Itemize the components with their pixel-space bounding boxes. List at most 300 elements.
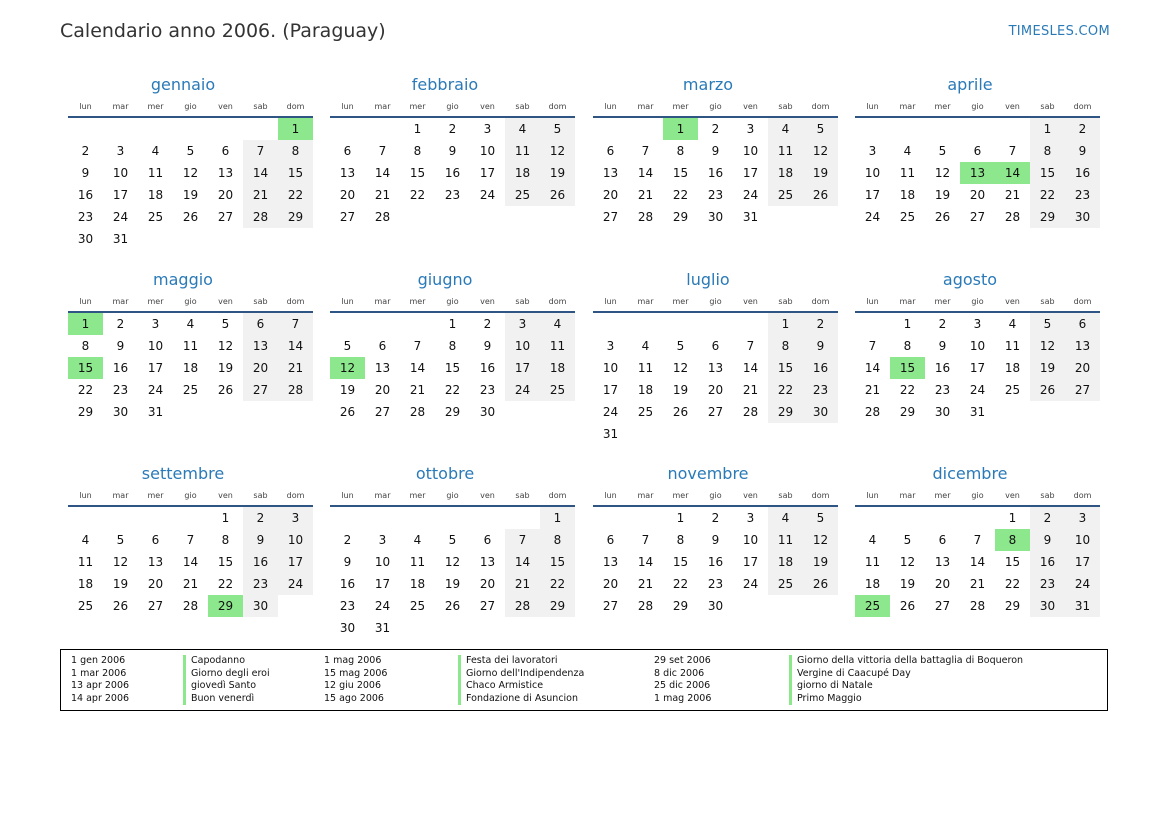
day-cell: 13 [934,555,951,569]
legend-holiday-name: Chaco Armistice [458,680,584,693]
day-cell: 4 [413,533,422,547]
day-cell: 30 [112,405,129,419]
day-cell: 23 [803,379,838,401]
day-cell: 24 [742,577,759,591]
legend-names-column [183,655,270,705]
month-grid [855,292,1093,423]
month-grid [330,292,568,423]
day-cell: 24 [112,210,129,224]
day-cell: 12 [444,555,461,569]
weekday-label: dom [278,97,313,118]
day-cell: 16 [707,166,724,180]
weekday-label: mar [365,97,400,118]
day-cell: 19 [182,188,199,202]
day-cell: 26 [672,405,689,419]
legend-holiday-name: Festa dei lavoratori [458,655,584,668]
day-cell: 3 [505,313,540,335]
day-cell: 18 [1004,361,1021,375]
month-grid [855,486,1093,617]
day-cell: 21 [637,188,654,202]
month-settembre [60,462,306,617]
weekday-label: dom [540,486,575,507]
empty-day-cell [365,118,400,140]
weekday-label: ven [208,292,243,313]
day-cell: 27 [602,210,619,224]
day-cell: 5 [343,339,352,353]
weekday-label: mar [103,97,138,118]
day-cell: 10 [278,529,313,551]
empty-day-cell [925,507,960,529]
day-cell: 6 [938,533,947,547]
day-cell: 27 [147,599,164,613]
day-cell: 28 [1004,210,1021,224]
site-link[interactable]: TIMESLES.COM [1008,24,1110,39]
legend-date: 1 mag 2006 [324,655,382,666]
day-cell: 16 [112,361,129,375]
day-cell: 8 [413,144,422,158]
weekday-label: dom [540,292,575,313]
day-cell: 12 [540,140,575,162]
day-cell: 19 [803,162,838,184]
weekday-label: gio [960,292,995,313]
day-cell: 30 [339,621,356,635]
day-cell: 15 [278,162,313,184]
day-cell: 11 [768,140,803,162]
legend-holiday-name: Giorno degli eroi [183,668,270,681]
empty-day-cell [330,313,365,335]
empty-day-cell [593,313,628,335]
weekday-label: mer [138,97,173,118]
day-cell: 2 [711,122,720,136]
day-cell: 29 [672,210,689,224]
day-cell: 6 [483,533,492,547]
day-cell: 21 [637,577,654,591]
day-cell: 6 [243,313,278,335]
day-cell: 23 [707,188,724,202]
day-cell: 25 [899,210,916,224]
day-cell: 9 [81,166,90,180]
day-cell: 24 [969,383,986,397]
day-cell: 8 [676,144,685,158]
day-cell: 1 [1030,118,1065,140]
legend-date: 15 mag 2006 [324,667,388,679]
day-cell: 14 [742,361,759,375]
weekday-label: dom [1065,486,1100,507]
day-cell: 11 [899,166,916,180]
weekday-label: mer [925,97,960,118]
legend-dates-column [654,655,711,705]
day-cell: 9 [938,339,947,353]
day-cell: 6 [1065,313,1100,335]
day-cell: 28 [637,210,654,224]
weekday-label: lun [855,97,890,118]
day-cell: 18 [637,383,654,397]
day-cell: 7 [413,339,422,353]
day-cell: 6 [973,144,982,158]
day-cell: 14 [409,361,426,375]
day-cell: 20 [602,577,619,591]
weekday-label: gio [173,292,208,313]
legend-holiday-name: giovedì Santo [183,680,270,693]
day-cell: 16 [444,166,461,180]
day-cell: 23 [243,573,278,595]
day-cell: 23 [934,383,951,397]
weekday-label: gio [435,97,470,118]
day-cell: 12 [899,555,916,569]
day-cell: 8 [221,533,230,547]
day-cell: 12 [182,166,199,180]
holiday-day-cell: 12 [330,357,365,379]
month-grid [593,486,831,617]
empty-day-cell [995,118,1030,140]
day-cell: 14 [278,335,313,357]
day-cell: 11 [147,166,164,180]
empty-day-cell [890,118,925,140]
day-cell: 22 [768,379,803,401]
weekday-label: mar [365,292,400,313]
day-cell: 5 [448,533,457,547]
day-cell: 24 [479,188,496,202]
legend-names-column [458,655,584,705]
weekday-label: lun [593,486,628,507]
day-cell: 5 [221,317,230,331]
day-cell: 30 [479,405,496,419]
month-name: giugno [417,270,473,289]
day-cell: 27 [602,599,619,613]
day-cell: 17 [112,188,129,202]
weekday-label: mar [103,486,138,507]
day-cell: 5 [540,118,575,140]
day-cell: 4 [768,118,803,140]
empty-day-cell [855,118,890,140]
day-cell: 29 [1030,206,1065,228]
day-cell: 28 [182,599,199,613]
day-cell: 7 [641,144,650,158]
day-cell: 1 [413,122,422,136]
month-name: agosto [942,270,998,289]
day-cell: 21 [182,577,199,591]
weekday-label: mar [890,97,925,118]
day-cell: 10 [374,555,391,569]
day-cell: 2 [116,317,125,331]
day-cell: 14 [243,162,278,184]
day-cell: 15 [672,555,689,569]
legend-holiday-name: Giorno della vittoria della battaglia di Boqueron [789,655,1023,668]
day-cell: 17 [278,551,313,573]
weekday-label: mar [628,292,663,313]
day-cell: 6 [378,339,387,353]
day-cell: 16 [243,551,278,573]
day-cell: 24 [374,599,391,613]
day-cell: 19 [444,577,461,591]
day-cell: 28 [374,210,391,224]
day-cell: 30 [803,401,838,423]
day-cell: 3 [483,122,492,136]
weekday-label: sab [505,292,540,313]
day-cell: 30 [707,599,724,613]
day-cell: 25 [77,599,94,613]
day-cell: 17 [602,383,619,397]
weekday-label: lun [68,486,103,507]
day-cell: 24 [147,383,164,397]
month-gennaio [60,73,306,250]
day-cell: 1 [448,317,457,331]
day-cell: 30 [77,232,94,246]
day-cell: 14 [374,166,391,180]
day-cell: 14 [182,555,199,569]
day-cell: 26 [540,184,575,206]
empty-day-cell [960,507,995,529]
day-cell: 3 [868,144,877,158]
legend-date: 1 gen 2006 [71,655,126,666]
day-cell: 17 [969,361,986,375]
day-cell: 21 [243,184,278,206]
day-cell: 15 [672,166,689,180]
day-cell: 8 [1030,140,1065,162]
weekday-label: mer [663,97,698,118]
month-grid [68,486,306,617]
month-grid [330,486,568,639]
month-name: maggio [153,270,213,289]
day-cell: 30 [1065,206,1100,228]
day-cell: 27 [969,210,986,224]
day-cell: 12 [934,166,951,180]
day-cell: 10 [147,339,164,353]
empty-day-cell [435,507,470,529]
month-giugno [322,268,568,423]
day-cell: 25 [768,573,803,595]
day-cell: 2 [448,122,457,136]
empty-day-cell [173,118,208,140]
weekday-label: ven [733,97,768,118]
day-cell: 19 [899,577,916,591]
day-cell: 13 [602,166,619,180]
day-cell: 10 [742,533,759,547]
day-cell: 2 [711,511,720,525]
day-cell: 18 [768,162,803,184]
weekday-label: mer [138,486,173,507]
empty-day-cell [470,507,505,529]
empty-day-cell [103,507,138,529]
empty-day-cell [698,313,733,335]
empty-day-cell [628,118,663,140]
day-cell: 4 [540,313,575,335]
day-cell: 8 [81,339,90,353]
weekday-label: sab [768,292,803,313]
holiday-day-cell: 14 [995,162,1030,184]
day-cell: 8 [278,140,313,162]
weekday-label: sab [768,486,803,507]
day-cell: 18 [540,357,575,379]
day-cell: 23 [479,383,496,397]
day-cell: 30 [1030,595,1065,617]
month-maggio [60,268,306,423]
day-cell: 26 [803,573,838,595]
weekday-label: gio [698,486,733,507]
day-cell: 5 [676,339,685,353]
day-cell: 17 [742,555,759,569]
day-cell: 9 [243,529,278,551]
day-cell: 14 [505,551,540,573]
empty-day-cell [890,507,925,529]
weekday-label: ven [995,292,1030,313]
day-cell: 18 [505,162,540,184]
day-cell: 1 [768,313,803,335]
weekday-label: mar [628,486,663,507]
empty-day-cell [330,118,365,140]
empty-day-cell [925,118,960,140]
day-cell: 21 [505,573,540,595]
month-name: aprile [947,75,993,94]
month-name: gennaio [150,75,216,94]
day-cell: 26 [803,184,838,206]
day-cell: 4 [868,533,877,547]
month-name: dicembre [932,464,1008,483]
empty-day-cell [400,313,435,335]
weekday-label: gio [960,97,995,118]
day-cell: 29 [77,405,94,419]
day-cell: 11 [1004,339,1021,353]
empty-day-cell [365,313,400,335]
day-cell: 6 [606,533,615,547]
weekday-label: mer [925,486,960,507]
weekday-label: mer [400,97,435,118]
day-cell: 11 [409,555,426,569]
weekday-label: dom [278,486,313,507]
day-cell: 2 [483,317,492,331]
day-cell: 18 [182,361,199,375]
day-cell: 21 [742,383,759,397]
day-cell: 23 [339,599,356,613]
empty-day-cell [960,118,995,140]
day-cell: 10 [742,144,759,158]
empty-day-cell [103,118,138,140]
day-cell: 13 [707,361,724,375]
day-cell: 19 [339,383,356,397]
day-cell: 3 [116,144,125,158]
day-cell: 20 [479,577,496,591]
weekday-label: sab [1030,292,1065,313]
day-cell: 22 [540,573,575,595]
empty-day-cell [400,507,435,529]
month-grid [68,97,306,250]
day-cell: 10 [864,166,881,180]
day-cell: 28 [505,595,540,617]
day-cell: 13 [243,335,278,357]
weekday-label: gio [435,292,470,313]
day-cell: 15 [1030,162,1065,184]
day-cell: 18 [409,577,426,591]
day-cell: 14 [864,361,881,375]
day-cell: 28 [864,405,881,419]
day-cell: 8 [448,339,457,353]
day-cell: 8 [676,533,685,547]
day-cell: 31 [742,210,759,224]
day-cell: 4 [641,339,650,353]
month-grid [593,292,831,445]
day-cell: 30 [243,595,278,617]
day-cell: 26 [444,599,461,613]
day-cell: 3 [378,533,387,547]
empty-day-cell [855,507,890,529]
month-grid [68,292,306,423]
day-cell: 9 [343,555,352,569]
day-cell: 17 [742,166,759,180]
day-cell: 7 [641,533,650,547]
day-cell: 7 [243,140,278,162]
day-cell: 21 [1004,188,1021,202]
weekday-label: ven [470,292,505,313]
day-cell: 5 [803,507,838,529]
day-cell: 2 [938,317,947,331]
weekday-label: mar [628,97,663,118]
day-cell: 19 [672,383,689,397]
day-cell: 17 [864,188,881,202]
day-cell: 29 [540,595,575,617]
day-cell: 23 [1065,184,1100,206]
holiday-day-cell: 1 [663,118,698,140]
day-cell: 2 [1065,118,1100,140]
day-cell: 16 [339,577,356,591]
weekday-label: dom [803,97,838,118]
day-cell: 18 [864,577,881,591]
weekday-label: lun [68,97,103,118]
empty-day-cell [505,507,540,529]
month-grid [593,97,831,228]
legend-date: 14 apr 2006 [71,692,130,704]
day-cell: 15 [540,551,575,573]
day-cell: 11 [768,529,803,551]
day-cell: 10 [602,361,619,375]
day-cell: 13 [602,555,619,569]
day-cell: 27 [707,405,724,419]
day-cell: 22 [278,184,313,206]
day-cell: 25 [409,599,426,613]
holiday-day-cell: 15 [890,357,925,379]
day-cell: 11 [637,361,654,375]
day-cell: 22 [409,188,426,202]
day-cell: 16 [77,188,94,202]
day-cell: 16 [479,361,496,375]
day-cell: 4 [768,507,803,529]
empty-day-cell [68,118,103,140]
empty-day-cell [593,507,628,529]
day-cell: 4 [151,144,160,158]
day-cell: 21 [864,383,881,397]
weekday-label: dom [803,292,838,313]
day-cell: 8 [903,339,912,353]
day-cell: 13 [479,555,496,569]
day-cell: 28 [742,405,759,419]
weekday-label: dom [803,486,838,507]
day-cell: 4 [81,533,90,547]
day-cell: 19 [934,188,951,202]
empty-day-cell [138,118,173,140]
weekday-label: gio [698,97,733,118]
month-name: febbraio [411,75,479,94]
weekday-label: lun [330,292,365,313]
day-cell: 30 [934,405,951,419]
weekday-label: lun [330,486,365,507]
day-cell: 26 [217,383,234,397]
day-cell: 5 [116,533,125,547]
day-cell: 27 [374,405,391,419]
day-cell: 15 [409,166,426,180]
month-novembre [585,462,831,617]
day-cell: 18 [77,577,94,591]
day-cell: 10 [479,144,496,158]
day-cell: 3 [151,317,160,331]
